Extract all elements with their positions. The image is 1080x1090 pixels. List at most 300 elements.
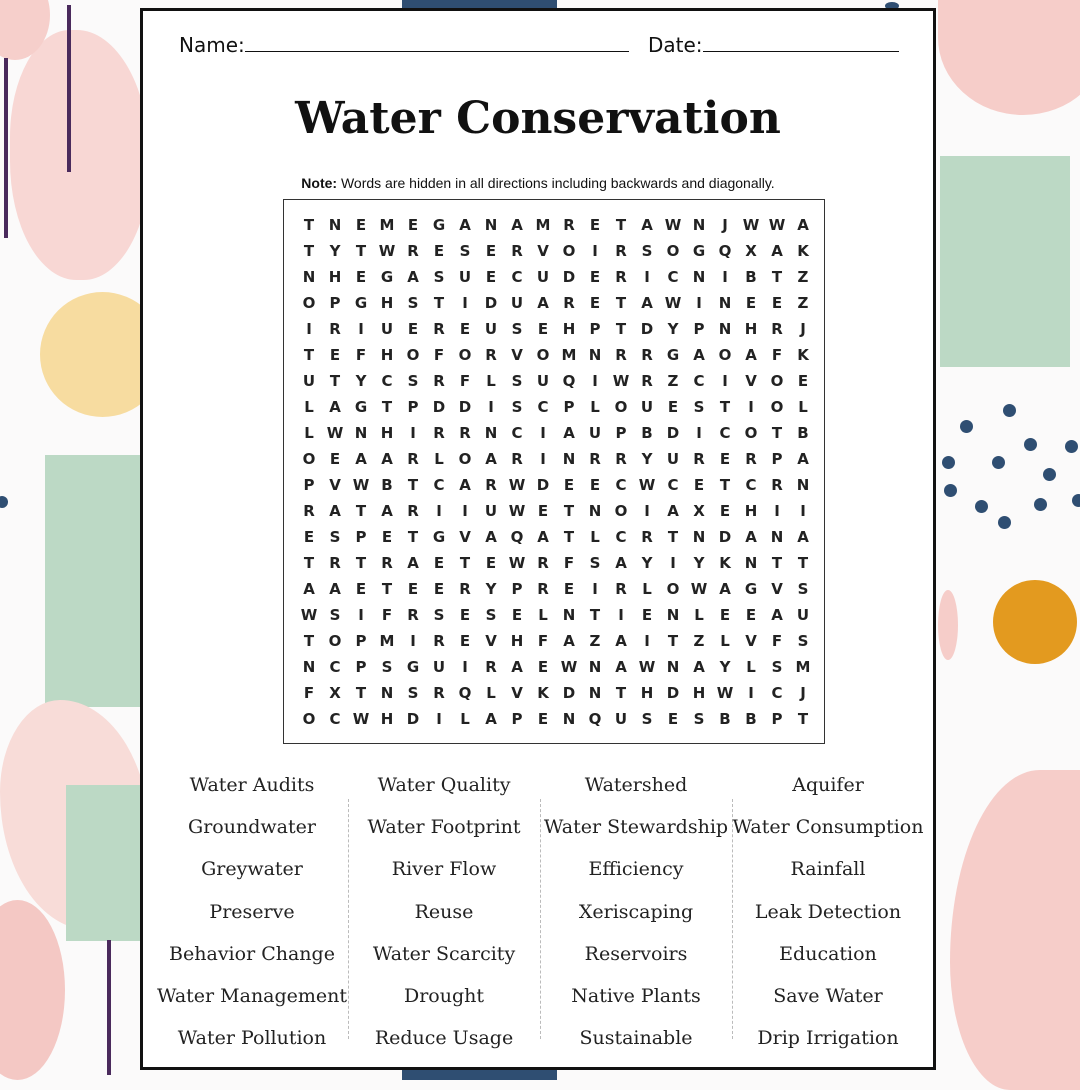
grid-letter[interactable]: P (303, 476, 315, 494)
grid-letter[interactable]: R (615, 450, 627, 468)
grid-letter[interactable]: R (615, 580, 627, 598)
grid-letter[interactable]: R (693, 450, 705, 468)
grid-letter[interactable]: E (537, 658, 549, 676)
grid-letter[interactable]: V (329, 476, 341, 494)
grid-letter[interactable]: E (329, 346, 341, 364)
grid-letter[interactable]: W (300, 606, 318, 624)
grid-letter[interactable]: T (355, 554, 367, 572)
grid-letter[interactable]: S (485, 606, 497, 624)
grid-letter[interactable]: S (407, 294, 419, 312)
grid-letter[interactable]: S (797, 580, 809, 598)
grid-letter[interactable]: N (796, 476, 810, 494)
grid-letter[interactable]: K (537, 684, 549, 702)
grid-letter[interactable]: C (537, 398, 549, 416)
grid-letter[interactable]: D (640, 320, 654, 338)
grid-letter[interactable]: I (462, 294, 468, 312)
grid-letter[interactable]: I (696, 294, 702, 312)
grid-letter[interactable]: W (768, 216, 786, 234)
grid-letter[interactable]: C (667, 476, 679, 494)
grid-letter[interactable]: L (460, 710, 470, 728)
grid-letter[interactable]: N (588, 346, 602, 364)
grid-letter[interactable]: S (511, 320, 523, 338)
grid-letter[interactable]: C (329, 658, 341, 676)
grid-letter[interactable]: L (304, 424, 314, 442)
grid-letter[interactable]: D (536, 476, 550, 494)
grid-letter[interactable]: E (433, 580, 445, 598)
grid-letter[interactable]: A (615, 554, 627, 572)
grid-letter[interactable]: I (774, 502, 780, 520)
grid-letter[interactable]: H (380, 346, 394, 364)
grid-letter[interactable]: N (692, 268, 706, 286)
grid-letter[interactable]: W (664, 216, 682, 234)
grid-letter[interactable]: T (303, 242, 315, 260)
grid-letter[interactable]: I (410, 632, 416, 650)
grid-letter[interactable]: A (407, 554, 419, 572)
grid-letter[interactable]: S (329, 528, 341, 546)
grid-letter[interactable]: T (355, 242, 367, 260)
grid-letter[interactable]: V (537, 242, 549, 260)
grid-letter[interactable]: E (537, 710, 549, 728)
grid-letter[interactable]: O (458, 450, 472, 468)
grid-letter[interactable]: C (771, 684, 783, 702)
grid-letter[interactable]: A (329, 580, 341, 598)
grid-letter[interactable]: K (797, 346, 809, 364)
grid-letter[interactable]: A (511, 658, 523, 676)
grid-letter[interactable]: T (459, 554, 471, 572)
grid-letter[interactable]: E (485, 268, 497, 286)
grid-letter[interactable]: M (795, 658, 811, 676)
grid-letter[interactable]: A (563, 424, 575, 442)
grid-letter[interactable]: N (744, 554, 758, 572)
date-line[interactable] (703, 37, 899, 52)
grid-letter[interactable]: E (719, 502, 731, 520)
grid-letter[interactable]: T (667, 528, 679, 546)
grid-letter[interactable]: U (458, 268, 472, 286)
grid-letter[interactable]: A (459, 216, 471, 234)
grid-letter[interactable]: E (459, 606, 471, 624)
grid-letter[interactable]: R (641, 372, 653, 390)
grid-letter[interactable]: I (462, 658, 468, 676)
grid-letter[interactable]: I (436, 710, 442, 728)
grid-letter[interactable]: K (719, 554, 731, 572)
grid-letter[interactable]: M (379, 632, 395, 650)
grid-letter[interactable]: Y (329, 242, 341, 260)
grid-letter[interactable]: X (745, 242, 757, 260)
grid-letter[interactable]: T (407, 476, 419, 494)
grid-letter[interactable]: H (380, 710, 394, 728)
grid-letter[interactable]: R (485, 476, 497, 494)
grid-letter[interactable]: W (508, 476, 526, 494)
grid-letter[interactable]: Z (693, 632, 705, 650)
grid-letter[interactable]: R (329, 554, 341, 572)
grid-letter[interactable]: N (302, 268, 316, 286)
grid-letter[interactable]: C (615, 476, 627, 494)
grid-letter[interactable]: C (511, 424, 523, 442)
grid-letter[interactable]: O (614, 398, 628, 416)
grid-letter[interactable]: P (329, 294, 341, 312)
grid-letter[interactable]: N (718, 294, 732, 312)
grid-letter[interactable]: F (537, 632, 549, 650)
grid-letter[interactable]: E (485, 554, 497, 572)
grid-letter[interactable]: R (511, 242, 523, 260)
grid-letter[interactable]: D (718, 528, 732, 546)
grid-letter[interactable]: C (719, 424, 731, 442)
grid-letter[interactable]: W (326, 424, 344, 442)
grid-letter[interactable]: S (459, 242, 471, 260)
grid-letter[interactable]: S (381, 658, 393, 676)
grid-letter[interactable]: P (355, 658, 367, 676)
grid-letter[interactable]: E (355, 580, 367, 598)
grid-letter[interactable]: D (562, 268, 576, 286)
grid-letter[interactable]: O (666, 242, 680, 260)
grid-letter[interactable]: R (329, 320, 341, 338)
grid-letter[interactable]: A (771, 606, 783, 624)
grid-letter[interactable]: W (508, 554, 526, 572)
grid-letter[interactable]: U (432, 658, 446, 676)
grid-letter[interactable]: P (693, 320, 705, 338)
grid-letter[interactable]: W (378, 242, 396, 260)
grid-letter[interactable]: Z (797, 294, 809, 312)
grid-letter[interactable]: T (381, 580, 393, 598)
grid-letter[interactable]: O (562, 242, 576, 260)
grid-letter[interactable]: C (329, 710, 341, 728)
grid-letter[interactable]: T (303, 216, 315, 234)
grid-letter[interactable]: A (667, 502, 679, 520)
grid-letter[interactable]: L (538, 606, 548, 624)
grid-letter[interactable]: A (537, 528, 549, 546)
grid-letter[interactable]: O (328, 632, 342, 650)
grid-letter[interactable]: D (562, 684, 576, 702)
grid-letter[interactable]: F (771, 632, 783, 650)
grid-letter[interactable]: D (406, 710, 420, 728)
grid-letter[interactable]: W (638, 658, 656, 676)
grid-letter[interactable]: I (722, 372, 728, 390)
grid-letter[interactable]: N (484, 424, 498, 442)
grid-letter[interactable]: V (511, 684, 523, 702)
grid-letter[interactable]: V (511, 346, 523, 364)
grid-letter[interactable]: T (355, 502, 367, 520)
grid-letter[interactable]: O (536, 346, 550, 364)
grid-letter[interactable]: T (771, 268, 783, 286)
grid-letter[interactable]: T (615, 684, 627, 702)
grid-letter[interactable]: I (410, 424, 416, 442)
grid-letter[interactable]: U (484, 502, 498, 520)
grid-letter[interactable]: Z (589, 632, 601, 650)
grid-letter[interactable]: F (355, 346, 367, 364)
grid-letter[interactable]: T (615, 294, 627, 312)
grid-letter[interactable]: O (302, 450, 316, 468)
grid-letter[interactable]: T (771, 424, 783, 442)
grid-letter[interactable]: A (329, 398, 341, 416)
grid-letter[interactable]: Z (797, 268, 809, 286)
date-field[interactable] (648, 33, 899, 57)
grid-letter[interactable]: G (406, 658, 420, 676)
grid-letter[interactable]: N (380, 684, 394, 702)
grid-letter[interactable]: O (406, 346, 420, 364)
grid-letter[interactable]: S (433, 268, 445, 286)
grid-letter[interactable]: A (745, 346, 757, 364)
grid-letter[interactable]: L (486, 372, 496, 390)
grid-letter[interactable]: R (459, 580, 471, 598)
grid-letter[interactable]: E (589, 268, 601, 286)
grid-letter[interactable]: T (667, 632, 679, 650)
grid-letter[interactable]: S (641, 242, 653, 260)
grid-letter[interactable]: I (670, 554, 676, 572)
grid-letter[interactable]: W (664, 294, 682, 312)
grid-letter[interactable]: L (746, 658, 756, 676)
grid-letter[interactable]: R (433, 320, 445, 338)
grid-letter[interactable]: E (563, 580, 575, 598)
grid-letter[interactable]: H (380, 294, 394, 312)
grid-letter[interactable]: O (718, 346, 732, 364)
grid-letter[interactable]: V (771, 580, 783, 598)
grid-letter[interactable]: E (719, 606, 731, 624)
grid-letter[interactable]: W (352, 710, 370, 728)
grid-letter[interactable]: L (642, 580, 652, 598)
grid-letter[interactable]: Y (485, 580, 497, 598)
grid-letter[interactable]: R (589, 450, 601, 468)
grid-letter[interactable]: S (589, 554, 601, 572)
grid-letter[interactable]: T (563, 528, 575, 546)
grid-letter[interactable]: A (641, 216, 653, 234)
grid-letter[interactable]: D (666, 684, 680, 702)
grid-letter[interactable]: I (592, 580, 598, 598)
grid-letter[interactable]: C (381, 372, 393, 390)
grid-letter[interactable]: Y (355, 372, 367, 390)
grid-letter[interactable]: B (797, 424, 809, 442)
grid-letter[interactable]: M (535, 216, 551, 234)
grid-letter[interactable]: I (696, 424, 702, 442)
grid-letter[interactable]: G (354, 294, 368, 312)
grid-letter[interactable]: Y (719, 658, 731, 676)
grid-letter[interactable]: Y (667, 320, 679, 338)
grid-letter[interactable]: A (355, 450, 367, 468)
grid-letter[interactable]: M (379, 216, 395, 234)
grid-letter[interactable]: N (302, 658, 316, 676)
grid-letter[interactable]: C (433, 476, 445, 494)
grid-letter[interactable]: A (381, 502, 393, 520)
grid-letter[interactable]: I (540, 450, 546, 468)
grid-letter[interactable]: F (563, 554, 575, 572)
grid-letter[interactable]: J (800, 684, 806, 702)
grid-letter[interactable]: E (589, 216, 601, 234)
grid-letter[interactable]: R (563, 216, 575, 234)
grid-letter[interactable]: F (381, 606, 393, 624)
grid-letter[interactable]: X (693, 502, 705, 520)
grid-letter[interactable]: E (771, 294, 783, 312)
grid-letter[interactable]: I (722, 268, 728, 286)
grid-letter[interactable]: T (771, 554, 783, 572)
grid-letter[interactable]: Q (458, 684, 472, 702)
grid-letter[interactable]: A (485, 450, 497, 468)
grid-letter[interactable]: N (692, 528, 706, 546)
grid-letter[interactable]: R (771, 320, 783, 338)
grid-letter[interactable]: S (771, 658, 783, 676)
grid-letter[interactable]: R (615, 242, 627, 260)
grid-letter[interactable]: B (719, 710, 731, 728)
grid-letter[interactable]: U (302, 372, 316, 390)
grid-letter[interactable]: U (614, 710, 628, 728)
grid-letter[interactable]: W (352, 476, 370, 494)
grid-letter[interactable]: E (641, 606, 653, 624)
grid-letter[interactable]: A (693, 658, 705, 676)
grid-letter[interactable]: R (433, 684, 445, 702)
grid-letter[interactable]: S (511, 398, 523, 416)
grid-letter[interactable]: E (589, 476, 601, 494)
grid-letter[interactable]: T (433, 294, 445, 312)
grid-letter[interactable]: F (303, 684, 315, 702)
grid-letter[interactable]: R (303, 502, 315, 520)
grid-letter[interactable]: S (407, 684, 419, 702)
grid-letter[interactable]: I (748, 684, 754, 702)
grid-letter[interactable]: S (329, 606, 341, 624)
grid-letter[interactable]: A (563, 632, 575, 650)
grid-letter[interactable]: O (302, 710, 316, 728)
grid-letter[interactable]: F (771, 346, 783, 364)
grid-letter[interactable]: L (590, 528, 600, 546)
grid-letter[interactable]: N (692, 216, 706, 234)
grid-letter[interactable]: M (561, 346, 577, 364)
grid-letter[interactable]: W (508, 502, 526, 520)
grid-letter[interactable]: J (722, 216, 728, 234)
grid-letter[interactable]: E (745, 294, 757, 312)
grid-letter[interactable]: A (329, 502, 341, 520)
grid-letter[interactable]: T (303, 632, 315, 650)
grid-letter[interactable]: N (562, 606, 576, 624)
grid-letter[interactable]: L (694, 606, 704, 624)
grid-letter[interactable]: I (618, 606, 624, 624)
grid-letter[interactable]: Q (510, 528, 524, 546)
grid-letter[interactable]: L (434, 450, 444, 468)
grid-letter[interactable]: T (797, 554, 809, 572)
grid-letter[interactable]: A (771, 242, 783, 260)
grid-letter[interactable]: L (798, 398, 808, 416)
grid-letter[interactable]: I (592, 242, 598, 260)
grid-letter[interactable]: R (407, 450, 419, 468)
grid-letter[interactable]: N (562, 710, 576, 728)
grid-letter[interactable]: T (381, 398, 393, 416)
grid-letter[interactable]: H (744, 502, 758, 520)
grid-letter[interactable]: N (588, 502, 602, 520)
grid-letter[interactable]: L (304, 398, 314, 416)
grid-letter[interactable]: R (407, 502, 419, 520)
grid-letter[interactable]: S (693, 398, 705, 416)
grid-letter[interactable]: P (355, 528, 367, 546)
name-line[interactable] (245, 37, 629, 52)
grid-letter[interactable]: O (614, 502, 628, 520)
grid-letter[interactable]: N (354, 424, 368, 442)
grid-letter[interactable]: U (796, 606, 810, 624)
grid-letter[interactable]: U (588, 424, 602, 442)
grid-letter[interactable]: D (432, 398, 446, 416)
grid-letter[interactable]: P (615, 424, 627, 442)
grid-letter[interactable]: X (329, 684, 341, 702)
grid-letter[interactable]: G (380, 268, 394, 286)
grid-letter[interactable]: E (667, 710, 679, 728)
grid-letter[interactable]: S (407, 372, 419, 390)
grid-letter[interactable]: I (436, 502, 442, 520)
grid-letter[interactable]: I (800, 502, 806, 520)
grid-letter[interactable]: P (563, 398, 575, 416)
grid-letter[interactable]: E (355, 268, 367, 286)
grid-letter[interactable]: D (666, 424, 680, 442)
grid-letter[interactable]: T (329, 372, 341, 390)
grid-letter[interactable]: G (354, 398, 368, 416)
grid-letter[interactable]: I (644, 632, 650, 650)
grid-letter[interactable]: G (744, 580, 758, 598)
grid-letter[interactable]: A (303, 580, 315, 598)
grid-letter[interactable]: S (433, 606, 445, 624)
grid-letter[interactable]: O (770, 372, 784, 390)
grid-letter[interactable]: R (433, 372, 445, 390)
grid-letter[interactable]: I (358, 606, 364, 624)
grid-letter[interactable]: A (407, 268, 419, 286)
grid-letter[interactable]: R (641, 528, 653, 546)
grid-letter[interactable]: W (612, 372, 630, 390)
grid-letter[interactable]: V (459, 528, 471, 546)
grid-letter[interactable]: R (459, 424, 471, 442)
grid-letter[interactable]: A (485, 710, 497, 728)
grid-letter[interactable]: V (745, 372, 757, 390)
grid-letter[interactable]: S (693, 710, 705, 728)
grid-letter[interactable]: T (719, 398, 731, 416)
grid-letter[interactable]: A (485, 528, 497, 546)
grid-letter[interactable]: B (745, 268, 757, 286)
grid-letter[interactable]: R (407, 606, 419, 624)
grid-letter[interactable]: H (510, 632, 524, 650)
grid-letter[interactable]: N (588, 658, 602, 676)
grid-letter[interactable]: E (433, 554, 445, 572)
grid-letter[interactable]: E (407, 216, 419, 234)
grid-letter[interactable]: D (484, 294, 498, 312)
grid-letter[interactable]: J (800, 320, 806, 338)
grid-letter[interactable]: O (770, 398, 784, 416)
grid-letter[interactable]: E (329, 450, 341, 468)
grid-letter[interactable]: H (328, 268, 342, 286)
grid-letter[interactable]: T (719, 476, 731, 494)
grid-letter[interactable]: R (407, 242, 419, 260)
grid-letter[interactable]: E (719, 450, 731, 468)
grid-letter[interactable]: G (692, 242, 706, 260)
grid-letter[interactable]: U (640, 398, 654, 416)
grid-letter[interactable]: R (615, 346, 627, 364)
grid-letter[interactable]: Z (667, 372, 679, 390)
grid-letter[interactable]: K (797, 242, 809, 260)
grid-letter[interactable]: N (666, 658, 680, 676)
grid-letter[interactable]: E (537, 502, 549, 520)
grid-letter[interactable]: R (485, 658, 497, 676)
grid-letter[interactable]: T (303, 554, 315, 572)
grid-letter[interactable]: E (563, 476, 575, 494)
grid-letter[interactable]: C (511, 268, 523, 286)
grid-letter[interactable]: B (381, 476, 393, 494)
grid-letter[interactable]: L (486, 684, 496, 702)
grid-letter[interactable]: Y (693, 554, 705, 572)
grid-letter[interactable]: R (537, 554, 549, 572)
grid-letter[interactable]: G (666, 346, 680, 364)
grid-letter[interactable]: W (742, 216, 760, 234)
grid-letter[interactable]: O (744, 424, 758, 442)
grid-letter[interactable]: A (537, 294, 549, 312)
grid-letter[interactable]: Q (562, 372, 576, 390)
grid-letter[interactable]: V (745, 632, 757, 650)
grid-letter[interactable]: R (537, 580, 549, 598)
grid-letter[interactable]: S (511, 372, 523, 390)
grid-letter[interactable]: S (641, 710, 653, 728)
grid-letter[interactable]: O (666, 580, 680, 598)
grid-letter[interactable]: N (328, 216, 342, 234)
grid-letter[interactable]: U (666, 450, 680, 468)
